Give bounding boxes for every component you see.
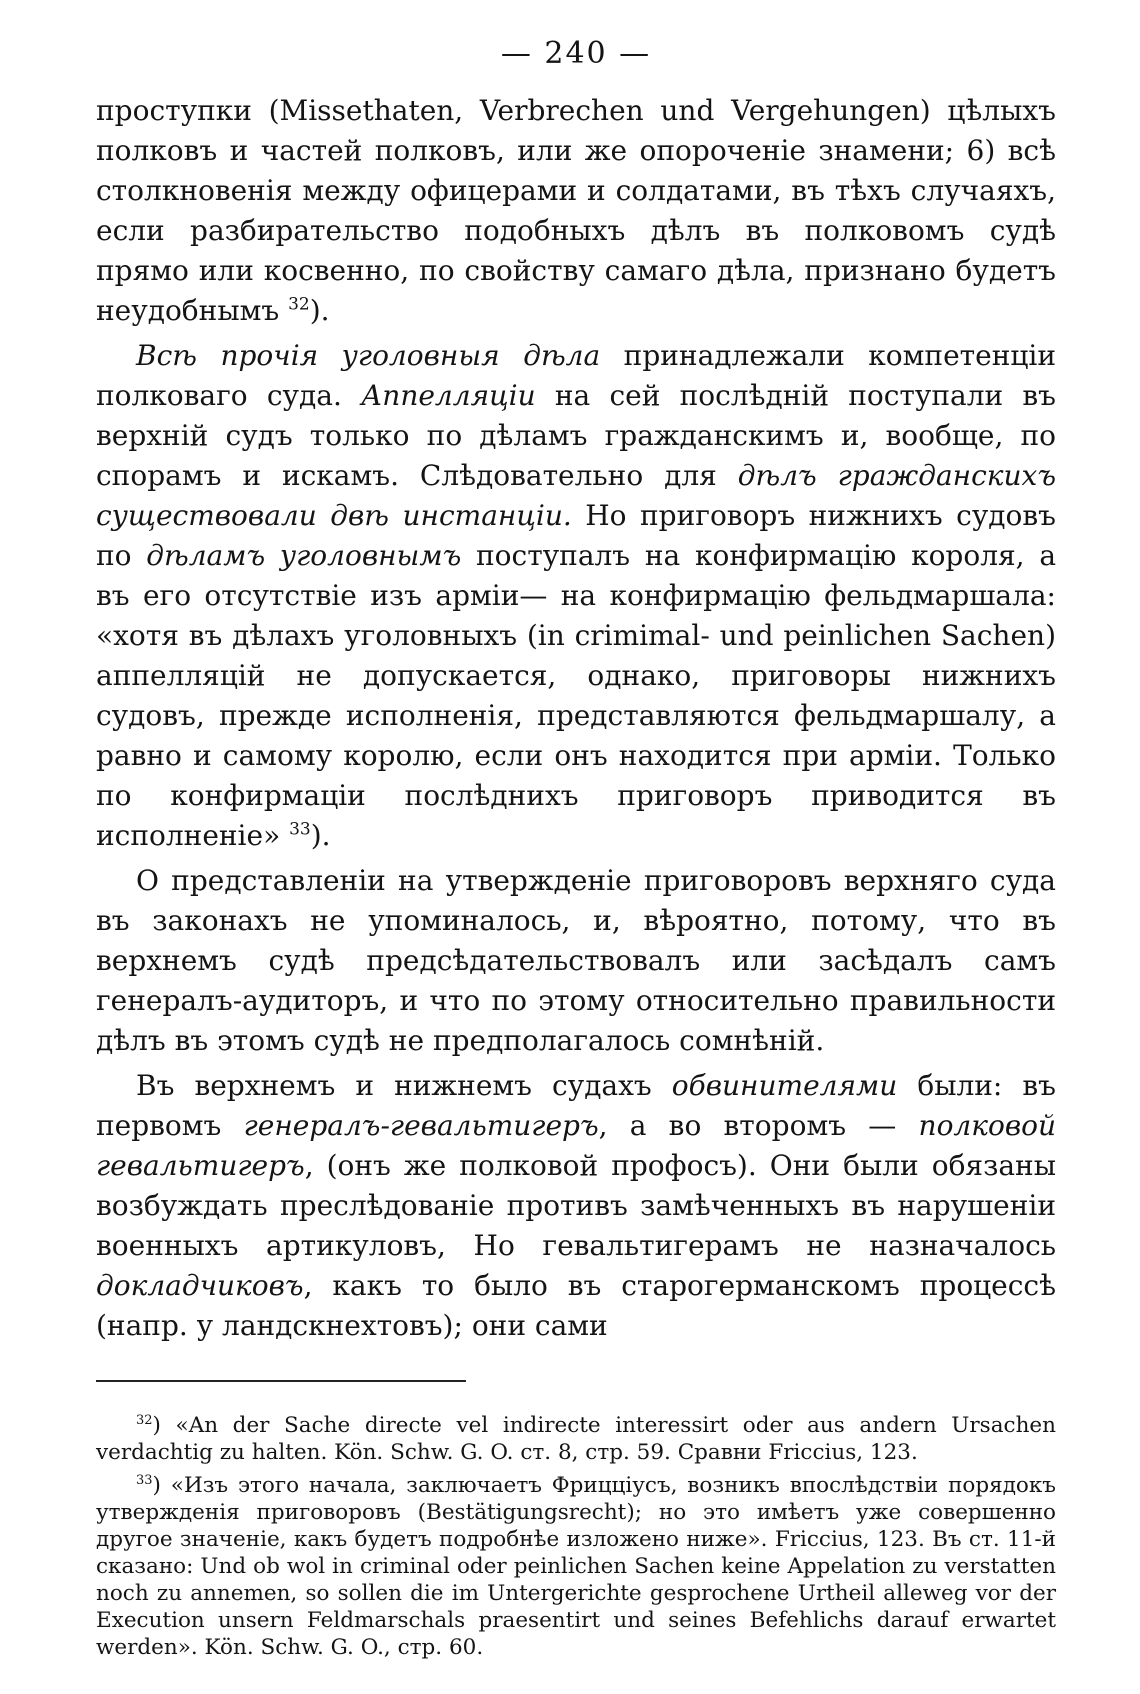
text-run: ). (309, 294, 330, 327)
text-run: , какъ то было въ старогерманскомъ процессѣ (напр. у ландскнехтовъ); они сами (96, 1269, 1056, 1342)
text-run: были: въ первомъ (96, 1069, 1056, 1142)
text-run: ). (310, 819, 331, 852)
text-run: на сей послѣдній поступали въ верхній судъ только по дѣламъ гражданскимъ и, вообще, по спорамъ и искамъ. Слѣдовательно для (96, 379, 1056, 492)
italic-text: Всѣ прочія уголовныя дѣла (136, 339, 601, 372)
text-run: , а во второмъ — (598, 1109, 919, 1142)
italic-text: докладчиковъ (96, 1269, 304, 1302)
italic-text: обвинителями (671, 1069, 898, 1102)
text-run: Но приговоръ нижнихъ судовъ по (96, 499, 1056, 572)
footnote-text: ) «Изъ этого начала, заключаетъ Фрицціусъ, возникъ впослѣдствіи порядокъ утвержденія приговоровъ (Bestätigungsrecht); но это имѣетъ уже совершенно другое значеніе, какъ будетъ подробнѣе изложено ниже». Friccius, 123. Въ ст. 11-й сказано: Und ob wol in criminal oder peinlichen Sachen keine Appelation zu verstatten noch zu annemen, so sollen die im Untergerichte gesprochene Urtheil alleweg vor der Execution unsern Feldmarschals praesentirt und seines Befehlichs darauf erwartet werden». Kön. Schw. G. O., стр. 60. (96, 1473, 1056, 1660)
footnote-ref: 33 (289, 819, 311, 840)
paragraph (96, 861, 1056, 1061)
italic-text: дѣламъ уголовнымъ (146, 539, 462, 572)
footnote-marker: 33 (136, 1472, 153, 1488)
footnote-ref: 32 (288, 294, 310, 315)
main-text (96, 91, 1056, 1346)
book-page (96, 36, 1056, 1667)
italic-text: генералъ-гевальтигеръ (243, 1109, 599, 1142)
paragraph (96, 336, 1056, 856)
footnote-marker: 32 (136, 1412, 153, 1428)
footnote (96, 1412, 1056, 1466)
page-number: — 240 — (500, 36, 652, 71)
text-run: Въ верхнемъ и нижнемъ судахъ (136, 1069, 672, 1102)
footnote-rule (96, 1380, 466, 1382)
text-run: принадлежали компетенціи полковаго суда. (96, 339, 1056, 412)
footnote-text: ) «An der Sache directe vel indirecte interessirt oder aus andern Ursachen verdachtig zu halten. Kön. Schw. G. O. ст. 8, стр. 59. Сравни Friccius, 123. (96, 1413, 1056, 1465)
footnotes (96, 1412, 1056, 1661)
text-run: поступалъ на конфирмацію короля, а въ его отсутствіе изъ арміи— на конфирмацію фельдмаршала: «хотя въ дѣлахъ уголовныхъ (in crimimal- und peinlichen Sachen) аппелляцій не допускается, однако, приговоры нижнихъ судовъ, прежде исполненія, представляются фельдмаршалу, а равно и самому королю, если онъ находится при арміи. Только по конфирмаціи послѣднихъ приговоръ приводится въ исполненіе» (96, 539, 1057, 852)
paragraph (96, 1066, 1056, 1346)
text-run: О представленіи на утвержденіе приговоровъ верхняго суда въ законахъ не упоминалось, и, вѣроятно, потому, что въ верхнемъ судѣ предсѣдательствовалъ или засѣдалъ самъ генералъ-аудиторъ, и что по этому относительно правильности дѣлъ въ этомъ судѣ не предполагалось сомнѣній. (96, 864, 1056, 1057)
text-run: , (онъ же полковой профосъ). Они были обязаны возбуждать преслѣдованіе противъ замѣченныхъ въ нарушеніи военныхъ артикуловъ, Но гевальтигерамъ не назначалось (96, 1149, 1056, 1262)
footnote (96, 1472, 1056, 1661)
italic-text: полковой гевальтигеръ (96, 1109, 1057, 1182)
italic-text: Аппелляціи (361, 379, 536, 412)
text-run: проступки (Missethaten, Verbrechen und Vergehungen) цѣлыхъ полковъ и частей полковъ, или же опороченіе знамени; 6) всѣ столкновенія между офицерами и солдатами, въ тѣхъ случаяхъ, если разбирательство подобныхъ дѣлъ въ полковомъ судѣ прямо или косвенно, по свойству самаго дѣла, признано будетъ неудобнымъ (96, 94, 1056, 327)
paragraph (96, 91, 1056, 331)
italic-text: дѣлъ гражданскихъ существовали двѣ инстанціи. (96, 459, 1056, 532)
